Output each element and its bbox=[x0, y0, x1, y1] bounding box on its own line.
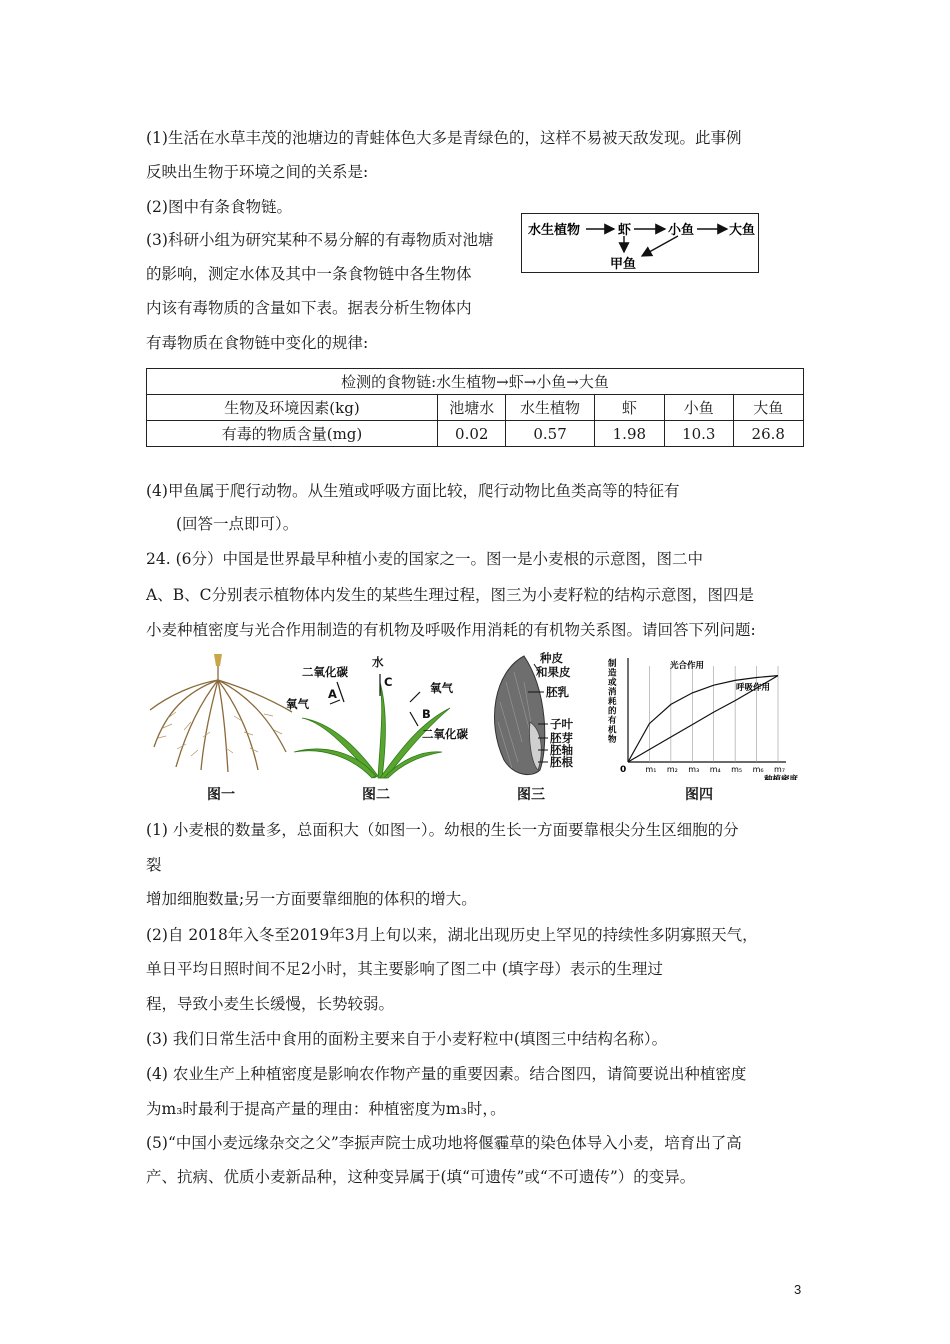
figure-wheat-root bbox=[146, 652, 296, 777]
x-tick-label: m₁ bbox=[645, 765, 657, 774]
food-web-small-fish: 小鱼 bbox=[668, 223, 695, 238]
table-row-label: 有毒的物质含量(mg) bbox=[147, 421, 438, 447]
table-header: 生物及环境因素(kg) bbox=[147, 395, 438, 421]
fig3-label-plumule: 胚芽 bbox=[550, 731, 573, 745]
fig3-label-endosperm: 胚乳 bbox=[546, 685, 569, 699]
x-tick-label: m₃ bbox=[688, 765, 700, 774]
s1-line3: 增加细胞数量;另一方面要靠细胞的体积的增大。 bbox=[146, 890, 477, 908]
x-tick-label: m₂ bbox=[666, 765, 678, 774]
fig2-label-b: B bbox=[422, 707, 431, 721]
y-axis-label-char: 消 bbox=[608, 687, 617, 698]
x-tick-label: m₅ bbox=[731, 765, 743, 774]
table-header-row bbox=[147, 395, 804, 421]
s2-line1: (2)自 2018年入冬至2019年3月上旬以来，湖北出现历史上罕见的持续性多阴寡照天气， bbox=[146, 926, 758, 944]
s1-line1: (1) 小麦根的数量多，总面积大（如图一）。幼根的生长一方面要靠根尖分生区细胞的分 bbox=[146, 821, 739, 839]
fig2-caption: 图二 bbox=[362, 787, 390, 803]
food-web-turtle: 甲鱼 bbox=[610, 257, 637, 272]
series-label: 呼吸作用 bbox=[736, 683, 771, 693]
s4-line2: 为m₃时最利于提高产量的理由：种植密度为m₃时，。 bbox=[146, 1100, 506, 1118]
figure-wheat-plant bbox=[282, 652, 470, 780]
q4-line2: (回答一点即可）。 bbox=[176, 515, 299, 533]
table-header: 虾 bbox=[594, 395, 664, 421]
table-cell: 1.98 bbox=[594, 421, 664, 447]
s2-line3: 程，导致小麦生长缓慢，长势较弱。 bbox=[146, 995, 395, 1013]
table-header: 池塘水 bbox=[438, 395, 506, 421]
q3-line3: 内该有毒物质的含量如下表。据表分析生物体内 bbox=[146, 299, 472, 317]
fig3-caption: 图三 bbox=[517, 787, 545, 803]
p24-line1: 24. (6分）中国是世界最早种植小麦的国家之一。图一是小麦根的示意图，图二中 bbox=[146, 550, 703, 568]
y-axis-label-char: 制 bbox=[608, 659, 617, 669]
page-number: 3 bbox=[794, 1282, 802, 1297]
fig2-label-co2-bottom: 二氧化碳 bbox=[422, 727, 468, 741]
x-tick-label: m₄ bbox=[709, 765, 721, 774]
fig3-label-seed-coat-1: 种皮 bbox=[540, 652, 563, 665]
y-axis-label-char: 有 bbox=[608, 716, 617, 726]
q1-line1: (1)生活在水草丰茂的池塘边的青蛙体色大多是青绿色的，这样不易被天敌发现。此事例 bbox=[146, 129, 742, 147]
q4-line1: (4)甲鱼属于爬行动物。从生殖或呼吸方面比较，爬行动物比鱼类高等的特征有 bbox=[146, 482, 680, 500]
q3-line2: 的影响，测定水体及其中一条食物链中各生物体 bbox=[146, 265, 472, 283]
fig2-label-water: 水 bbox=[372, 655, 384, 669]
s2-line2: 单日平均日照时间不足2小时，其主要影响了图二中 (填字母）表示的生理过 bbox=[146, 960, 663, 978]
p24-line2: A、B、C分别表示植物体内发生的某些生理过程，图三为小麦籽粒的结构示意图，图四是 bbox=[146, 586, 754, 604]
food-web-big-fish: 大鱼 bbox=[729, 223, 756, 238]
table-cell: 0.57 bbox=[506, 421, 594, 447]
s5-line1: (5)“中国小麦远缘杂交之父”李振声院士成功地将偃霾草的染色体导入小麦，培育出了高 bbox=[146, 1134, 742, 1152]
s1-line2: 裂 bbox=[146, 856, 162, 874]
x-axis-label: 种植密度 bbox=[764, 775, 799, 780]
x-tick-label: m₆ bbox=[752, 765, 764, 774]
s4-line1: (4) 农业生产上种植密度是影响农作物产量的重要因素。结合图四，请简要说出种植密度 bbox=[146, 1065, 747, 1083]
y-axis-label-char: 机 bbox=[608, 725, 617, 736]
food-web-diagram bbox=[521, 213, 759, 273]
food-web-shrimp: 虾 bbox=[618, 223, 632, 238]
density-chart-svg bbox=[600, 652, 810, 780]
figure-wheat-grain bbox=[484, 652, 610, 780]
series-label: 光合作用 bbox=[670, 661, 705, 671]
fig4-caption: 图四 bbox=[685, 787, 713, 803]
y-axis-label-char: 或 bbox=[608, 678, 617, 688]
p24-line3: 小麦种植密度与光合作用制造的有机物及呼吸作用消耗的有机物关系图。请回答下列问题: bbox=[146, 621, 756, 639]
table-cell: 10.3 bbox=[665, 421, 733, 447]
fig2-label-oxygen-left: 氧气 bbox=[286, 697, 309, 711]
fig3-label-cotyledon: 子叶 bbox=[550, 717, 573, 731]
y-axis-label-char: 耗 bbox=[608, 697, 617, 707]
x-tick-label: m₇ bbox=[774, 765, 785, 774]
s5-line2: 产、抗病、优质小麦新品种，这种变异属于(填“可遗传”或“不可遗传”）的变异。 bbox=[146, 1168, 696, 1186]
arrow-smallfish-turtle bbox=[642, 236, 678, 256]
food-web-plant: 水生植物 bbox=[528, 223, 581, 238]
table-header: 大鱼 bbox=[733, 395, 803, 421]
fig1-caption: 图一 bbox=[207, 787, 235, 803]
table-cell: 26.8 bbox=[733, 421, 803, 447]
table-header: 水生植物 bbox=[506, 395, 594, 421]
q2-line: (2)图中有条食物链。 bbox=[146, 198, 292, 216]
y-axis-label-char: 造 bbox=[608, 668, 617, 679]
table-header: 小鱼 bbox=[665, 395, 733, 421]
toxin-table bbox=[146, 368, 804, 447]
fig2-label-c: C bbox=[384, 675, 393, 689]
table-caption: 检测的食物链:水生植物→虾→小鱼→大鱼 bbox=[147, 369, 804, 395]
q3-line4: 有毒物质在食物链中变化的规律: bbox=[146, 334, 369, 352]
y-axis-label-char: 的 bbox=[608, 706, 617, 717]
fig2-label-oxygen-right: 氧气 bbox=[430, 681, 453, 695]
fig3-label-seed-coat-2: 和果皮 bbox=[536, 665, 571, 679]
q1-line2: 反映出生物于环境之间的关系是: bbox=[146, 163, 369, 181]
fig3-label-hypocotyl: 胚轴 bbox=[550, 743, 573, 757]
table-row bbox=[147, 421, 804, 447]
figure-density-chart bbox=[600, 652, 810, 780]
s3-line: (3) 我们日常生活中食用的面粉主要来自于小麦籽粒中(填图三中结构名称）。 bbox=[146, 1030, 668, 1048]
fig3-label-radicle: 胚根 bbox=[550, 755, 573, 769]
fig2-label-co2-top: 二氧化碳 bbox=[302, 665, 348, 679]
y-axis-label-char: 物 bbox=[608, 735, 617, 745]
origin-label: 0 bbox=[620, 765, 627, 775]
q3-line1: (3)科研小组为研究某种不易分解的有毒物质对池塘 bbox=[146, 231, 494, 249]
fig2-label-a: A bbox=[328, 687, 337, 701]
table-cell: 0.02 bbox=[438, 421, 506, 447]
